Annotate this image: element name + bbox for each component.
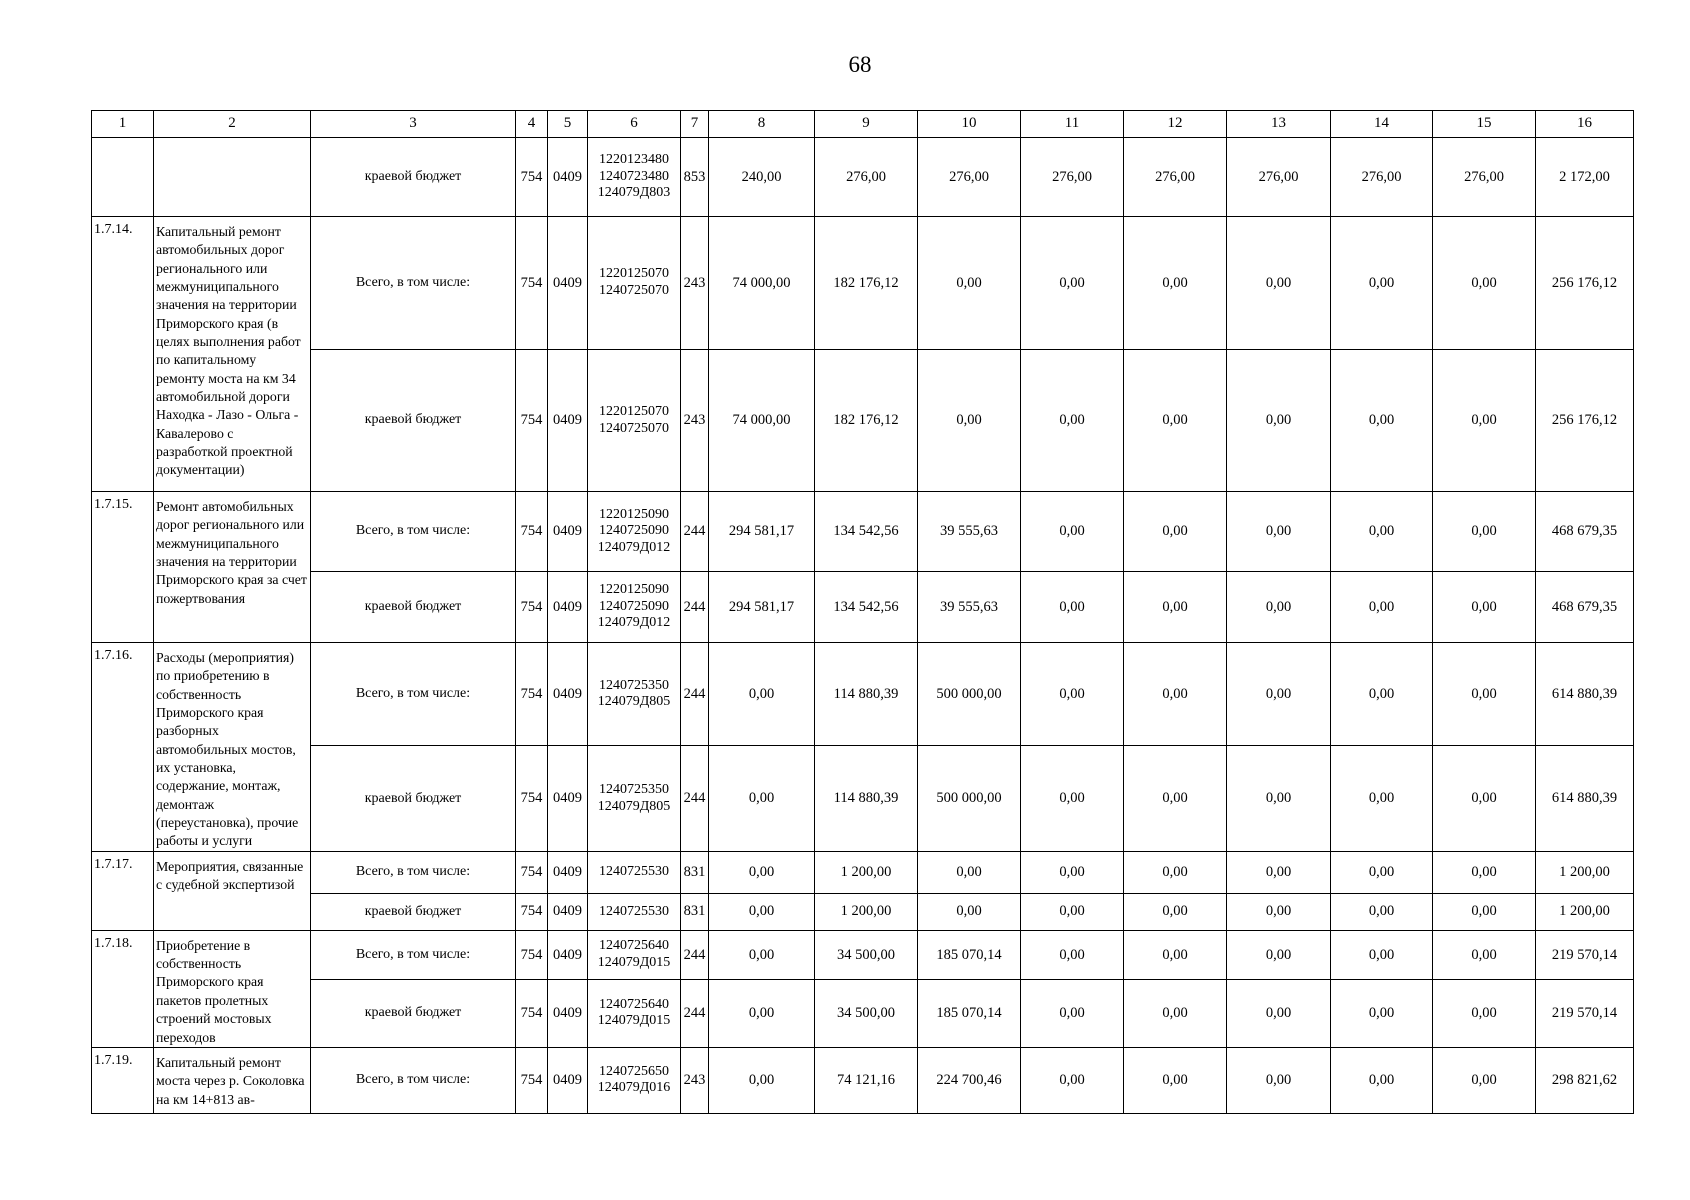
table-row xyxy=(92,851,1634,893)
expense-type-cell: 244 xyxy=(681,930,709,979)
amount-cell: 0,00 xyxy=(1227,851,1331,893)
target-article-cell xyxy=(588,572,681,643)
amount-cell: 0,00 xyxy=(709,643,815,746)
amount-cell: 0,00 xyxy=(1433,980,1536,1048)
section-code-cell: 0409 xyxy=(548,930,588,979)
column-header: 5 xyxy=(548,111,588,138)
amount-cell: 0,00 xyxy=(1331,492,1433,572)
column-header: 8 xyxy=(709,111,815,138)
target-article-code: 1240725650 xyxy=(599,1063,669,1079)
amount-cell: 0,00 xyxy=(709,1047,815,1113)
target-article-code: 1240725640 xyxy=(599,938,669,954)
amount-cell: 500 000,00 xyxy=(918,643,1021,746)
amount-cell: 0,00 xyxy=(1227,1047,1331,1113)
amount-cell: 0,00 xyxy=(1227,893,1331,930)
budget-table xyxy=(91,110,1634,1114)
section-code-cell: 0409 xyxy=(548,1047,588,1113)
gr-code-cell: 754 xyxy=(516,492,548,572)
amount-cell: 185 070,14 xyxy=(918,930,1021,979)
target-article-cell xyxy=(588,851,681,893)
table-row xyxy=(92,1047,1634,1113)
column-header: 1 xyxy=(92,111,154,138)
target-article-code: 1220123480 xyxy=(599,152,669,168)
amount-cell: 0,00 xyxy=(1124,217,1227,350)
amount-cell: 0,00 xyxy=(1433,1047,1536,1113)
gr-code-cell: 754 xyxy=(516,572,548,643)
amount-cell: 0,00 xyxy=(1021,746,1124,851)
amount-cell: 0,00 xyxy=(1331,851,1433,893)
amount-cell: 0,00 xyxy=(1433,350,1536,492)
amount-cell: 0,00 xyxy=(1331,930,1433,979)
target-article-cell xyxy=(588,930,681,979)
amount-cell: 0,00 xyxy=(1433,746,1536,851)
funding-source-cell: краевой бюджет xyxy=(311,746,516,851)
column-header: 6 xyxy=(588,111,681,138)
target-article-code: 124079Д805 xyxy=(597,798,671,814)
target-article-code: 124079Д803 xyxy=(597,185,671,201)
amount-cell: 0,00 xyxy=(918,851,1021,893)
section-code-cell: 0409 xyxy=(548,893,588,930)
column-header-row xyxy=(92,111,1634,138)
amount-cell: 74 121,16 xyxy=(815,1047,918,1113)
column-header: 16 xyxy=(1536,111,1634,138)
amount-cell: 240,00 xyxy=(709,138,815,217)
target-article-code: 1240725530 xyxy=(599,864,669,880)
expense-type-cell: 831 xyxy=(681,851,709,893)
amount-cell: 0,00 xyxy=(1331,980,1433,1048)
amount-cell: 0,00 xyxy=(1227,930,1331,979)
item-name-cell xyxy=(154,138,311,217)
target-article-code: 124079Д016 xyxy=(597,1080,671,1096)
gr-code-cell: 754 xyxy=(516,138,548,217)
amount-cell: 500 000,00 xyxy=(918,746,1021,851)
table-row xyxy=(92,572,1634,643)
column-header: 11 xyxy=(1021,111,1124,138)
column-header: 12 xyxy=(1124,111,1227,138)
target-article-cell xyxy=(588,492,681,572)
amount-cell: 0,00 xyxy=(709,746,815,851)
amount-cell: 0,00 xyxy=(709,930,815,979)
amount-cell: 0,00 xyxy=(1227,572,1331,643)
amount-cell: 1 200,00 xyxy=(815,851,918,893)
column-header: 14 xyxy=(1331,111,1433,138)
table-row xyxy=(92,217,1634,350)
expense-type-cell: 243 xyxy=(681,217,709,350)
amount-cell: 0,00 xyxy=(1331,1047,1433,1113)
item-name: Расходы (мероприятия) по приобретению в собственность Приморского края разборных автомобильных мостов, их установка, содержание, монтаж, демонтаж (переустановка), прочие работы и услуги xyxy=(156,650,299,849)
target-article-code: 124079Д015 xyxy=(597,1013,671,1029)
table-row xyxy=(92,930,1634,979)
column-header: 2 xyxy=(154,111,311,138)
section-code-cell: 0409 xyxy=(548,217,588,350)
row-index-cell: 1.7.14. xyxy=(92,217,154,492)
amount-cell: 0,00 xyxy=(1021,980,1124,1048)
section-code-cell: 0409 xyxy=(548,572,588,643)
expense-type-cell: 243 xyxy=(681,1047,709,1113)
amount-cell: 0,00 xyxy=(1021,643,1124,746)
section-code-cell: 0409 xyxy=(548,851,588,893)
amount-cell: 1 200,00 xyxy=(1536,851,1634,893)
amount-cell: 298 821,62 xyxy=(1536,1047,1634,1113)
column-header: 15 xyxy=(1433,111,1536,138)
amount-cell: 276,00 xyxy=(1021,138,1124,217)
target-article-code: 1240725350 xyxy=(599,782,669,798)
target-article-cell xyxy=(588,980,681,1048)
amount-cell: 0,00 xyxy=(1331,746,1433,851)
amount-cell: 0,00 xyxy=(1124,930,1227,979)
table-row xyxy=(92,138,1634,217)
gr-code-cell: 754 xyxy=(516,930,548,979)
target-article-code: 1240725530 xyxy=(599,903,669,919)
target-article-code: 1220125070 xyxy=(599,266,669,282)
funding-source-cell: Всего, в том числе: xyxy=(311,851,516,893)
amount-cell: 114 880,39 xyxy=(815,746,918,851)
amount-cell: 0,00 xyxy=(1227,492,1331,572)
amount-cell: 34 500,00 xyxy=(815,930,918,979)
target-article-code: 1240725070 xyxy=(599,283,669,298)
amount-cell: 0,00 xyxy=(1331,217,1433,350)
amount-cell: 276,00 xyxy=(1433,138,1536,217)
target-article-code: 124079Д012 xyxy=(597,615,671,631)
target-article-cell xyxy=(588,138,681,217)
item-name: Приобретение в собственность Приморского края пакетов пролетных строений мостовых переходов xyxy=(156,937,272,1045)
amount-cell: 0,00 xyxy=(1331,643,1433,746)
funding-source-cell: краевой бюджет xyxy=(311,572,516,643)
section-code-cell: 0409 xyxy=(548,746,588,851)
page-number: 68 xyxy=(848,52,872,77)
amount-cell: 0,00 xyxy=(1021,851,1124,893)
funding-source-cell: Всего, в том числе: xyxy=(311,930,516,979)
target-article-code: 1240723480 xyxy=(599,168,669,184)
amount-cell: 114 880,39 xyxy=(815,643,918,746)
funding-source-cell: краевой бюджет xyxy=(311,138,516,217)
amount-cell: 0,00 xyxy=(1021,893,1124,930)
amount-cell: 0,00 xyxy=(1433,572,1536,643)
amount-cell: 276,00 xyxy=(918,138,1021,217)
table-row xyxy=(92,492,1634,572)
row-index-cell: 1.7.15. xyxy=(92,492,154,643)
amount-cell: 0,00 xyxy=(1124,893,1227,930)
amount-cell: 134 542,56 xyxy=(815,572,918,643)
amount-cell: 276,00 xyxy=(815,138,918,217)
amount-cell: 0,00 xyxy=(1227,980,1331,1048)
target-article-code: 1220125090 xyxy=(599,582,669,598)
funding-source-cell: Всего, в том числе: xyxy=(311,643,516,746)
column-header: 13 xyxy=(1227,111,1331,138)
amount-cell: 185 070,14 xyxy=(918,980,1021,1048)
amount-cell: 134 542,56 xyxy=(815,492,918,572)
gr-code-cell: 754 xyxy=(516,893,548,930)
amount-cell: 224 700,46 xyxy=(918,1047,1021,1113)
expense-type-cell: 244 xyxy=(681,492,709,572)
amount-cell: 294 581,17 xyxy=(709,492,815,572)
amount-cell: 1 200,00 xyxy=(1536,893,1634,930)
expense-type-cell: 853 xyxy=(681,138,709,217)
amount-cell: 0,00 xyxy=(1124,851,1227,893)
target-article-code: 1240725640 xyxy=(599,996,669,1012)
item-name-cell xyxy=(154,492,311,643)
amount-cell: 0,00 xyxy=(1124,1047,1227,1113)
funding-source-cell: краевой бюджет xyxy=(311,980,516,1048)
target-article-code: 124079Д805 xyxy=(597,694,671,710)
gr-code-cell: 754 xyxy=(516,851,548,893)
amount-cell: 0,00 xyxy=(1124,492,1227,572)
amount-cell: 468 679,35 xyxy=(1536,572,1634,643)
target-article-code: 124079Д012 xyxy=(597,539,671,555)
amount-cell: 74 000,00 xyxy=(709,217,815,350)
row-index-cell: 1.7.17. xyxy=(92,851,154,930)
amount-cell: 182 176,12 xyxy=(815,217,918,350)
amount-cell: 219 570,14 xyxy=(1536,930,1634,979)
table-row xyxy=(92,350,1634,492)
amount-cell: 256 176,12 xyxy=(1536,350,1634,492)
amount-cell: 0,00 xyxy=(1433,643,1536,746)
expense-type-cell: 244 xyxy=(681,643,709,746)
amount-cell: 0,00 xyxy=(1433,893,1536,930)
amount-cell: 74 000,00 xyxy=(709,350,815,492)
amount-cell: 614 880,39 xyxy=(1536,643,1634,746)
amount-cell: 0,00 xyxy=(1021,350,1124,492)
amount-cell: 0,00 xyxy=(1124,746,1227,851)
target-article-cell xyxy=(588,1047,681,1113)
amount-cell: 294 581,17 xyxy=(709,572,815,643)
column-header: 3 xyxy=(311,111,516,138)
funding-source-cell: Всего, в том числе: xyxy=(311,492,516,572)
section-code-cell: 0409 xyxy=(548,138,588,217)
amount-cell: 0,00 xyxy=(1433,851,1536,893)
funding-source-cell: краевой бюджет xyxy=(311,893,516,930)
amount-cell: 0,00 xyxy=(1331,572,1433,643)
amount-cell: 39 555,63 xyxy=(918,572,1021,643)
amount-cell: 0,00 xyxy=(1227,643,1331,746)
column-header: 10 xyxy=(918,111,1021,138)
amount-cell: 0,00 xyxy=(1021,1047,1124,1113)
amount-cell: 1 200,00 xyxy=(815,893,918,930)
amount-cell: 0,00 xyxy=(918,893,1021,930)
gr-code-cell: 754 xyxy=(516,746,548,851)
amount-cell: 219 570,14 xyxy=(1536,980,1634,1048)
amount-cell: 276,00 xyxy=(1124,138,1227,217)
amount-cell: 0,00 xyxy=(1433,930,1536,979)
item-name: Капитальный ремонт автомобильных дорог регионального или межмуниципального значения на территории Приморского края (в целях выполнения работ по капитальному ремонту моста на км 34 автомобильной дороги Находка - Лазо - Ольга - Кавалерово с разработкой проектной документации) xyxy=(156,224,301,478)
row-index-cell: 1.7.18. xyxy=(92,930,154,1047)
amount-cell: 0,00 xyxy=(1331,350,1433,492)
amount-cell: 182 176,12 xyxy=(815,350,918,492)
amount-cell: 34 500,00 xyxy=(815,980,918,1048)
gr-code-cell: 754 xyxy=(516,1047,548,1113)
amount-cell: 0,00 xyxy=(1124,980,1227,1048)
item-name-cell xyxy=(154,217,311,492)
gr-code-cell: 754 xyxy=(516,980,548,1048)
amount-cell: 0,00 xyxy=(1331,893,1433,930)
funding-source-cell: Всего, в том числе: xyxy=(311,217,516,350)
section-code-cell: 0409 xyxy=(548,492,588,572)
item-name-cell xyxy=(154,851,311,930)
amount-cell: 0,00 xyxy=(1433,217,1536,350)
section-code-cell: 0409 xyxy=(548,980,588,1048)
amount-cell: 276,00 xyxy=(1227,138,1331,217)
item-name-cell xyxy=(154,643,311,852)
target-article-code: 1220125070 xyxy=(599,403,669,419)
expense-type-cell: 243 xyxy=(681,350,709,492)
expense-type-cell: 831 xyxy=(681,893,709,930)
amount-cell: 0,00 xyxy=(1021,572,1124,643)
target-article-code: 1240725090 xyxy=(599,523,669,539)
item-name-cell xyxy=(154,930,311,1047)
row-index-cell: 1.7.19. xyxy=(92,1047,154,1113)
expense-type-cell: 244 xyxy=(681,746,709,851)
table-row xyxy=(92,893,1634,930)
target-article-cell xyxy=(588,217,681,350)
section-code-cell: 0409 xyxy=(548,643,588,746)
expense-type-cell: 244 xyxy=(681,980,709,1048)
column-header: 7 xyxy=(681,111,709,138)
amount-cell: 0,00 xyxy=(709,893,815,930)
amount-cell: 614 880,39 xyxy=(1536,746,1634,851)
funding-source-cell: краевой бюджет xyxy=(311,350,516,492)
table-row xyxy=(92,980,1634,1048)
table-row xyxy=(92,643,1634,746)
amount-cell: 0,00 xyxy=(1021,217,1124,350)
target-article-cell xyxy=(588,893,681,930)
amount-cell: 0,00 xyxy=(1021,930,1124,979)
item-name-cell xyxy=(154,1047,311,1113)
amount-cell: 0,00 xyxy=(1021,492,1124,572)
amount-cell: 0,00 xyxy=(709,980,815,1048)
amount-cell: 0,00 xyxy=(709,851,815,893)
gr-code-cell: 754 xyxy=(516,217,548,350)
amount-cell: 468 679,35 xyxy=(1536,492,1634,572)
target-article-cell xyxy=(588,746,681,851)
column-header: 4 xyxy=(516,111,548,138)
table-row xyxy=(92,746,1634,851)
amount-cell: 276,00 xyxy=(1331,138,1433,217)
amount-cell: 2 172,00 xyxy=(1536,138,1634,217)
expense-type-cell: 244 xyxy=(681,572,709,643)
amount-cell: 0,00 xyxy=(918,217,1021,350)
target-article-code: 1240725350 xyxy=(599,677,669,693)
amount-cell: 0,00 xyxy=(1124,643,1227,746)
target-article-code: 1220125090 xyxy=(599,506,669,522)
target-article-code: 1240725070 xyxy=(599,420,669,436)
column-header: 9 xyxy=(815,111,918,138)
gr-code-cell: 754 xyxy=(516,643,548,746)
item-name: Капитальный ремонт моста через р. Соколовка на км 14+813 ав- xyxy=(156,1054,305,1107)
target-article-code: 1240725090 xyxy=(599,598,669,614)
gr-code-cell: 754 xyxy=(516,350,548,492)
row-index-cell: 1.7.16. xyxy=(92,643,154,852)
amount-cell: 0,00 xyxy=(1433,492,1536,572)
section-code-cell: 0409 xyxy=(548,350,588,492)
amount-cell: 0,00 xyxy=(1124,350,1227,492)
row-index-cell xyxy=(92,138,154,217)
target-article-cell xyxy=(588,350,681,492)
target-article-code: 124079Д015 xyxy=(597,954,671,970)
amount-cell: 0,00 xyxy=(1124,572,1227,643)
amount-cell: 0,00 xyxy=(1227,746,1331,851)
item-name: Мероприятия, связанные с судебной экспертизой xyxy=(156,858,304,893)
amount-cell: 39 555,63 xyxy=(918,492,1021,572)
target-article-cell xyxy=(588,643,681,746)
funding-source-cell: Всего, в том числе: xyxy=(311,1047,516,1113)
amount-cell: 0,00 xyxy=(1227,350,1331,492)
amount-cell: 0,00 xyxy=(1227,217,1331,350)
item-name: Ремонт автомобильных дорог регионального или межмуниципального значения на территории Приморского края за счет пожертвования xyxy=(156,499,307,606)
amount-cell: 256 176,12 xyxy=(1536,217,1634,350)
amount-cell: 0,00 xyxy=(918,350,1021,492)
